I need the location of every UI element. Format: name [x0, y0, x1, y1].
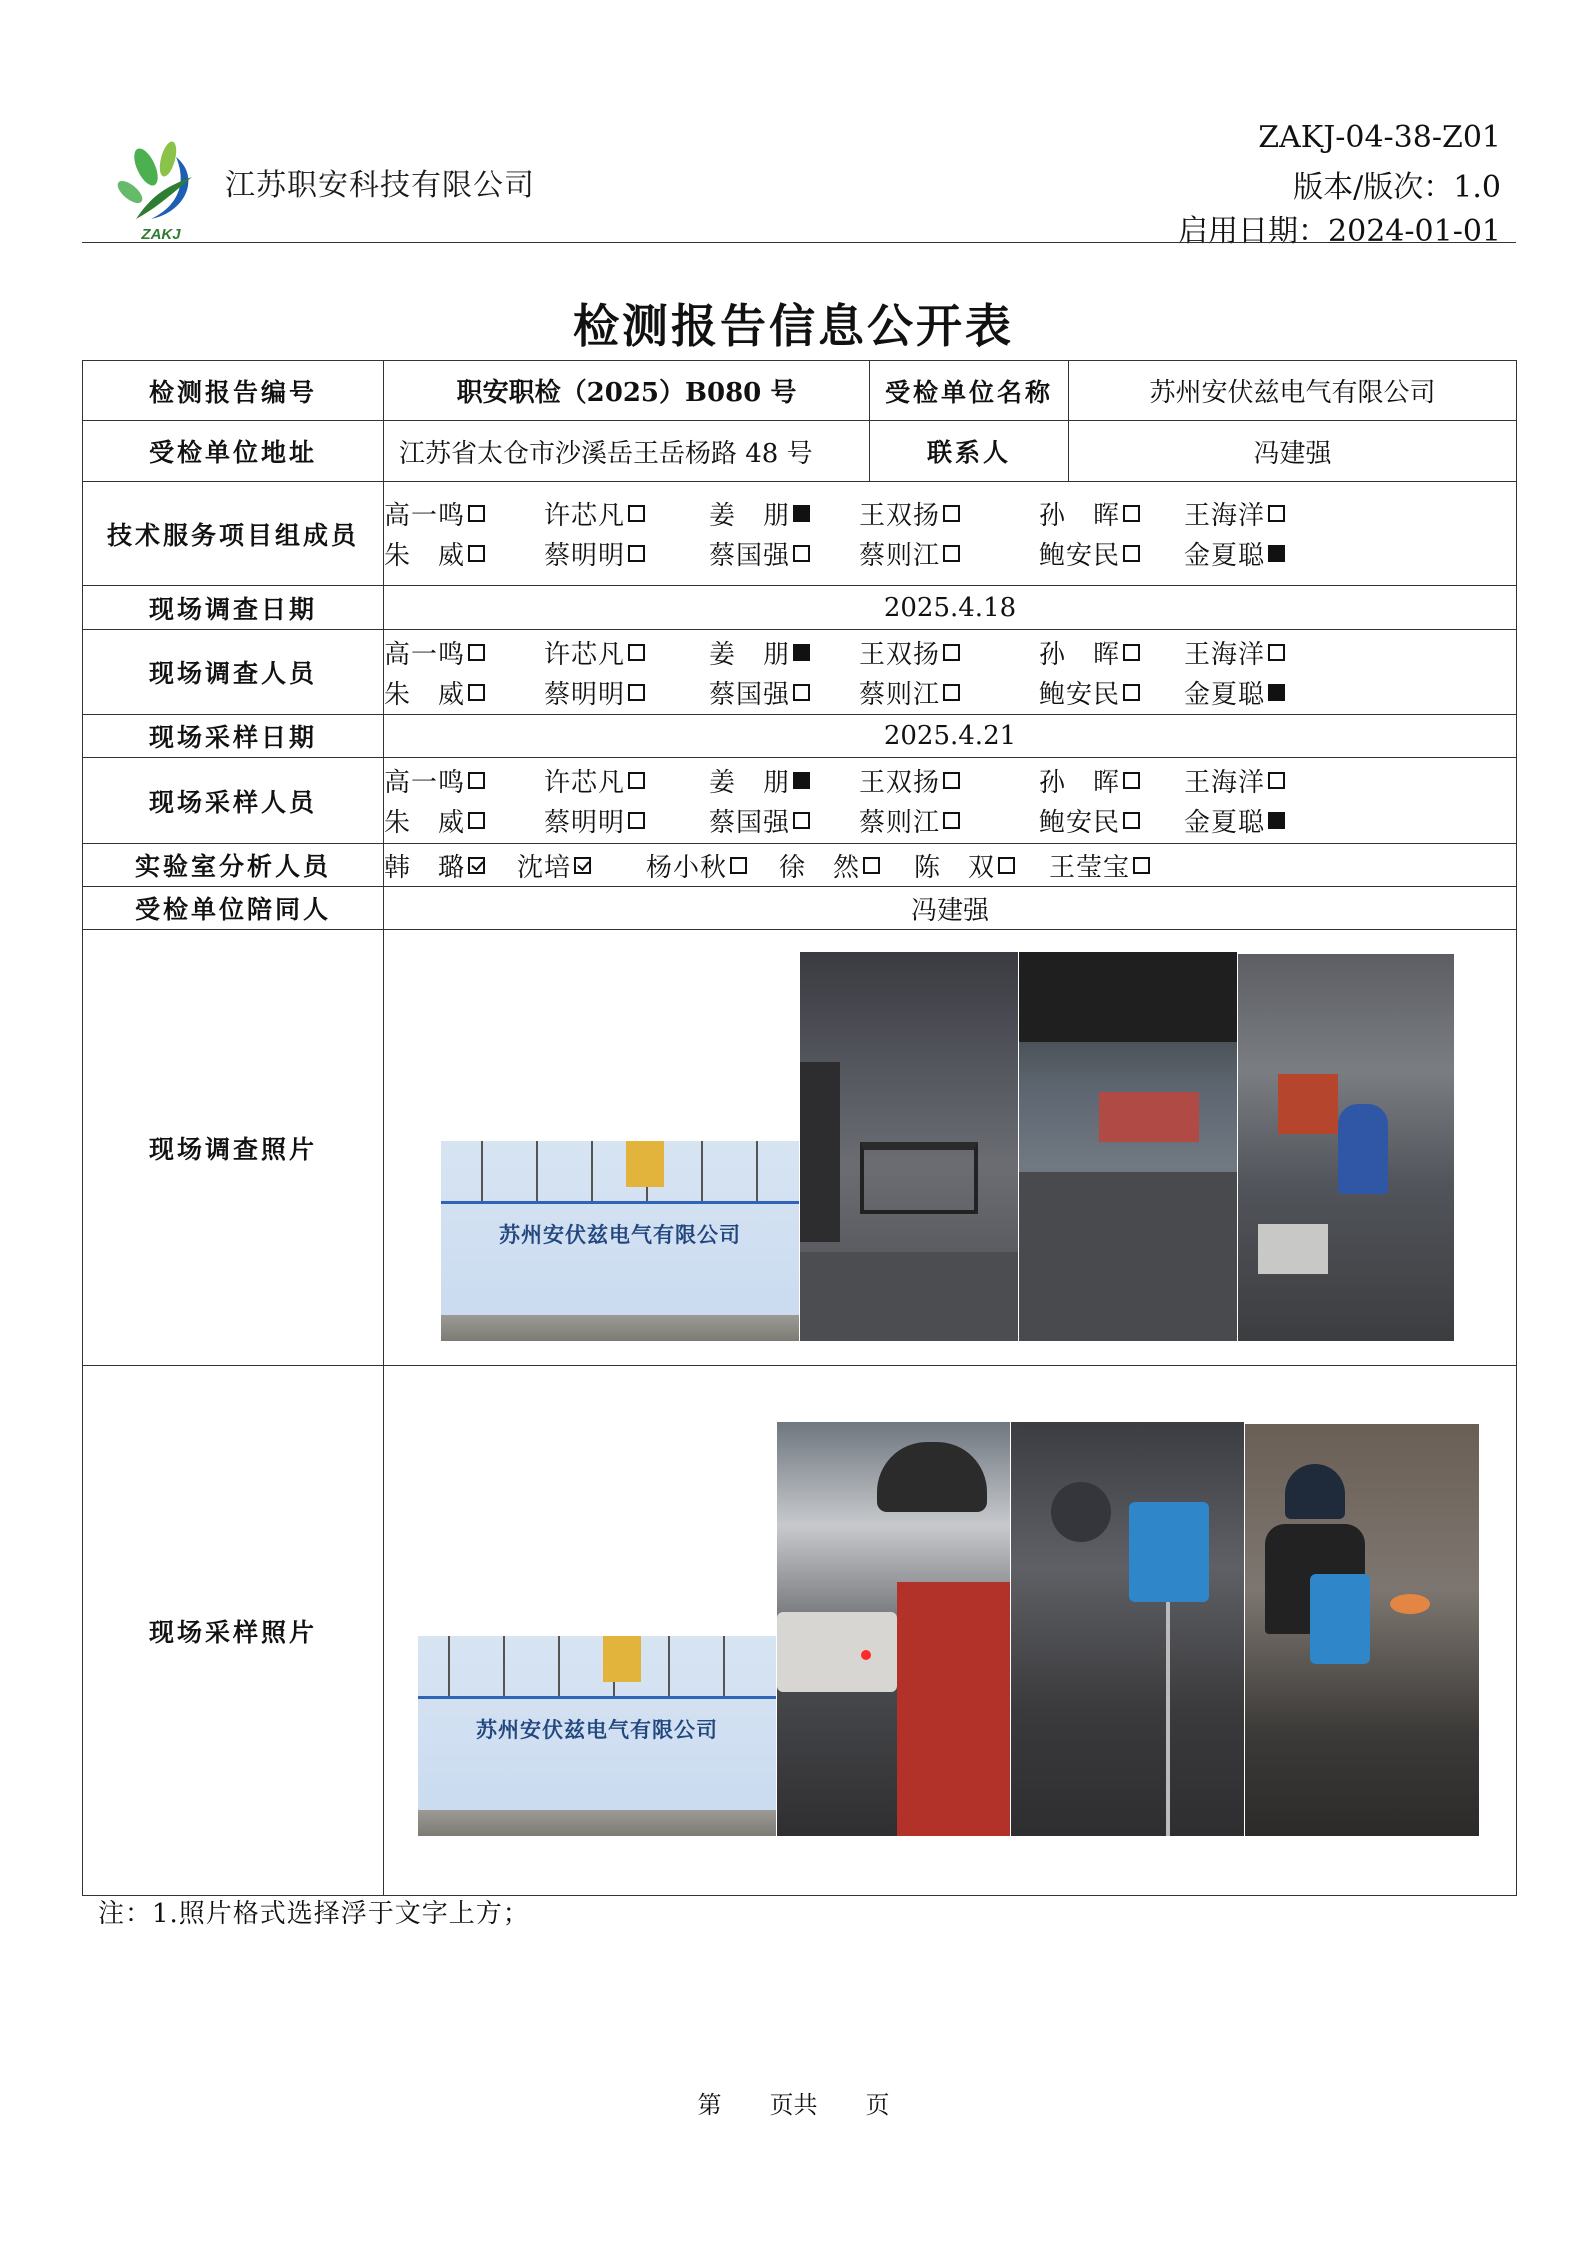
escort-value: 冯建强	[384, 887, 1517, 930]
selection-checkbox	[468, 772, 485, 789]
sampling-staff-list	[384, 758, 1517, 844]
sampling-photos-label: 现场采样照片	[83, 1366, 384, 1896]
row-lab-staff	[83, 844, 1517, 887]
staff-name	[544, 535, 645, 572]
name-line	[384, 801, 1516, 841]
staff-name	[544, 802, 645, 839]
selection-checkbox	[943, 812, 960, 829]
effective-date: 启用日期：2024-01-01	[1178, 214, 1501, 249]
footnote: 注：1.照片格式选择浮于文字上方；	[98, 1899, 530, 1929]
staff-name-text: 王双扬	[859, 639, 941, 670]
selection-checkbox	[793, 505, 810, 522]
staff-name-text: 许芯凡	[544, 501, 626, 531]
staff-name	[1049, 847, 1150, 884]
staff-name	[709, 762, 810, 799]
staff-name	[709, 634, 810, 671]
selection-checkbox	[1123, 505, 1140, 522]
staff-name	[709, 674, 810, 711]
staff-name-text: 金夏聪	[1184, 808, 1266, 838]
selection-checkbox	[730, 857, 747, 874]
staff-name-text: 蔡国强	[709, 541, 791, 571]
staff-name-text: 王海洋	[1184, 639, 1266, 670]
staff-name-text: 蔡则江	[859, 541, 941, 571]
staff-name-text: 金夏聪	[1184, 679, 1266, 710]
staff-name	[1184, 674, 1285, 711]
survey-photo-worker	[1238, 954, 1454, 1341]
row-report-no	[83, 361, 1517, 421]
info-table	[82, 360, 1517, 1896]
page-title: 检测报告信息公开表	[573, 299, 1014, 353]
row-sampling-photos	[83, 1366, 1517, 1896]
address-label: 受检单位地址	[83, 421, 384, 482]
selection-checkbox	[943, 545, 960, 562]
staff-name-text: 孙 晖	[1039, 768, 1121, 798]
staff-name-text: 孙 晖	[1039, 501, 1121, 531]
address-value: 江苏省太仓市沙溪岳王岳杨路 48 号	[384, 421, 870, 482]
selection-checkbox	[628, 684, 645, 701]
selection-checkbox	[468, 684, 485, 701]
sampling-photo-sign	[418, 1636, 776, 1836]
staff-name-text: 王海洋	[1184, 768, 1266, 798]
staff-name-text: 蔡则江	[859, 808, 941, 838]
staff-name	[544, 762, 645, 799]
sampling-photo-sampler	[1011, 1422, 1244, 1836]
staff-name	[859, 535, 960, 572]
selection-checkbox	[1268, 545, 1285, 562]
selection-checkbox	[468, 644, 485, 661]
lab-staff-label: 实验室分析人员	[83, 844, 384, 887]
staff-name	[1039, 634, 1140, 671]
selection-checkbox	[628, 772, 645, 789]
name-line	[384, 632, 1516, 672]
staff-name-text: 鲍安民	[1039, 541, 1121, 571]
selection-checkbox	[468, 812, 485, 829]
staff-name	[1039, 535, 1140, 572]
name-line	[384, 494, 1516, 534]
staff-name-text: 许芯凡	[544, 639, 626, 670]
selection-checkbox	[1268, 684, 1285, 701]
staff-name	[517, 847, 591, 884]
header-rule	[82, 242, 1516, 243]
selection-checkbox	[793, 772, 810, 789]
staff-name	[544, 495, 645, 532]
contact-value: 冯建强	[1069, 421, 1517, 482]
survey-photos-cell	[384, 930, 1517, 1366]
survey-date-value: 2025.4.18	[384, 586, 1517, 630]
logo-text: ZAKJ	[141, 226, 181, 243]
document-code: ZAKJ-04-38-Z01	[1258, 120, 1501, 155]
staff-name-text: 姜 朋	[709, 768, 791, 798]
selection-checkbox	[998, 857, 1015, 874]
staff-name	[859, 495, 960, 532]
survey-photo-workshop	[800, 952, 1018, 1341]
sign-text: 苏州安伏兹电气有限公司	[499, 1223, 741, 1247]
staff-name	[384, 634, 485, 671]
staff-name	[1039, 495, 1140, 532]
sampling-date-value: 2025.4.21	[384, 715, 1517, 758]
staff-name	[709, 535, 810, 572]
selection-checkbox	[1133, 857, 1150, 874]
row-survey-staff	[83, 630, 1517, 715]
selection-checkbox	[468, 857, 485, 874]
selection-checkbox	[628, 545, 645, 562]
staff-name	[384, 802, 485, 839]
selection-checkbox	[943, 684, 960, 701]
survey-staff-list	[384, 630, 1517, 715]
selection-checkbox	[468, 505, 485, 522]
selection-checkbox	[1123, 684, 1140, 701]
sampling-photo-meter	[777, 1422, 1010, 1836]
unit-name-label: 受检单位名称	[870, 361, 1069, 421]
selection-checkbox	[793, 684, 810, 701]
staff-name-text: 金夏聪	[1184, 541, 1266, 571]
company-logo	[106, 137, 216, 245]
selection-checkbox	[1268, 505, 1285, 522]
staff-name	[1184, 535, 1285, 572]
staff-name	[384, 762, 485, 799]
staff-name-text: 鲍安民	[1039, 679, 1121, 710]
selection-checkbox	[628, 812, 645, 829]
staff-name	[859, 802, 960, 839]
staff-name-text: 蔡明明	[544, 541, 626, 571]
staff-name-text: 许芯凡	[544, 768, 626, 798]
name-line	[384, 845, 1516, 885]
staff-name	[709, 495, 810, 532]
staff-name-text: 徐 然	[779, 852, 861, 883]
staff-name	[384, 535, 485, 572]
selection-checkbox	[628, 644, 645, 661]
name-line	[384, 672, 1516, 712]
staff-name-text: 鲍安民	[1039, 808, 1121, 838]
sign-text: 苏州安伏兹电气有限公司	[476, 1718, 718, 1742]
selection-checkbox	[793, 644, 810, 661]
selection-checkbox	[628, 505, 645, 522]
survey-photo-sign	[441, 1141, 799, 1341]
escort-label: 受检单位陪同人	[83, 887, 384, 930]
unit-name-value: 苏州安伏兹电气有限公司	[1069, 361, 1517, 421]
staff-name	[544, 674, 645, 711]
selection-checkbox	[468, 545, 485, 562]
staff-name	[384, 674, 485, 711]
selection-checkbox	[1123, 772, 1140, 789]
sampling-staff-label: 现场采样人员	[83, 758, 384, 844]
staff-name-text: 王双扬	[859, 501, 941, 531]
staff-name-text: 高一鸣	[384, 639, 466, 670]
selection-checkbox	[943, 644, 960, 661]
staff-name-text: 杨小秋	[646, 852, 728, 883]
staff-name-text: 沈培	[517, 852, 572, 883]
company-name: 江苏职安科技有限公司	[225, 168, 535, 203]
document-version: 版本/版次：1.0	[1293, 170, 1501, 205]
staff-name	[914, 847, 1015, 884]
staff-name	[859, 674, 960, 711]
staff-name	[1039, 762, 1140, 799]
name-line	[384, 534, 1516, 574]
staff-name	[859, 762, 960, 799]
staff-name-text: 高一鸣	[384, 501, 466, 531]
staff-name	[384, 847, 485, 884]
staff-name-text: 王莹宝	[1049, 852, 1131, 883]
row-escort	[83, 887, 1517, 930]
staff-name-text: 朱 威	[384, 808, 466, 838]
selection-checkbox	[793, 545, 810, 562]
row-address	[83, 421, 1517, 482]
staff-name-text: 姜 朋	[709, 501, 791, 531]
selection-checkbox	[1123, 644, 1140, 661]
staff-name	[1184, 634, 1285, 671]
contact-label: 联系人	[870, 421, 1069, 482]
staff-name-text: 王双扬	[859, 768, 941, 798]
staff-name	[1184, 495, 1285, 532]
staff-name-text: 陈 双	[914, 852, 996, 883]
team-label: 技术服务项目组成员	[83, 482, 384, 586]
staff-name	[544, 634, 645, 671]
selection-checkbox	[1268, 812, 1285, 829]
staff-name	[1184, 802, 1285, 839]
staff-name-text: 蔡国强	[709, 679, 791, 710]
staff-name	[709, 802, 810, 839]
survey-photos-label: 现场调查照片	[83, 930, 384, 1366]
staff-name-text: 王海洋	[1184, 501, 1266, 531]
report-no-label: 检测报告编号	[83, 361, 384, 421]
staff-name-text: 高一鸣	[384, 768, 466, 798]
staff-name	[859, 634, 960, 671]
survey-date-label: 现场调查日期	[83, 586, 384, 630]
staff-name	[1184, 762, 1285, 799]
selection-checkbox	[1268, 644, 1285, 661]
sampling-photos-cell	[384, 1366, 1517, 1896]
staff-name-text: 蔡明明	[544, 808, 626, 838]
row-sampling-staff	[83, 758, 1517, 844]
staff-name	[1039, 674, 1140, 711]
staff-name	[779, 847, 880, 884]
sampling-date-label: 现场采样日期	[83, 715, 384, 758]
selection-checkbox	[943, 772, 960, 789]
staff-name-text: 朱 威	[384, 679, 466, 710]
selection-checkbox	[1123, 545, 1140, 562]
staff-name-text: 蔡国强	[709, 808, 791, 838]
name-line	[384, 761, 1516, 801]
staff-name	[384, 495, 485, 532]
staff-name-text: 朱 威	[384, 541, 466, 571]
staff-name	[646, 847, 747, 884]
staff-name	[1039, 802, 1140, 839]
survey-photo-machines	[1019, 952, 1237, 1341]
lab-staff-list	[384, 844, 1517, 887]
selection-checkbox	[1123, 812, 1140, 829]
survey-staff-label: 现场调查人员	[83, 630, 384, 715]
selection-checkbox	[943, 505, 960, 522]
staff-name-text: 蔡明明	[544, 679, 626, 710]
staff-name-text: 韩 璐	[384, 852, 466, 883]
selection-checkbox	[793, 812, 810, 829]
row-sampling-date	[83, 715, 1517, 758]
staff-name-text: 蔡则江	[859, 679, 941, 710]
page-footer: 第 页共 页	[697, 2091, 890, 2119]
report-no-value: 职安职检（2025）B080 号	[384, 361, 870, 421]
row-survey-photos	[83, 930, 1517, 1366]
row-team	[83, 482, 1517, 586]
staff-name-text: 孙 晖	[1039, 639, 1121, 670]
staff-name-text: 姜 朋	[709, 639, 791, 670]
selection-checkbox	[1268, 772, 1285, 789]
selection-checkbox	[863, 857, 880, 874]
team-list	[384, 482, 1517, 586]
sampling-photo-grinding	[1245, 1424, 1479, 1836]
selection-checkbox	[574, 857, 591, 874]
row-survey-date	[83, 586, 1517, 630]
